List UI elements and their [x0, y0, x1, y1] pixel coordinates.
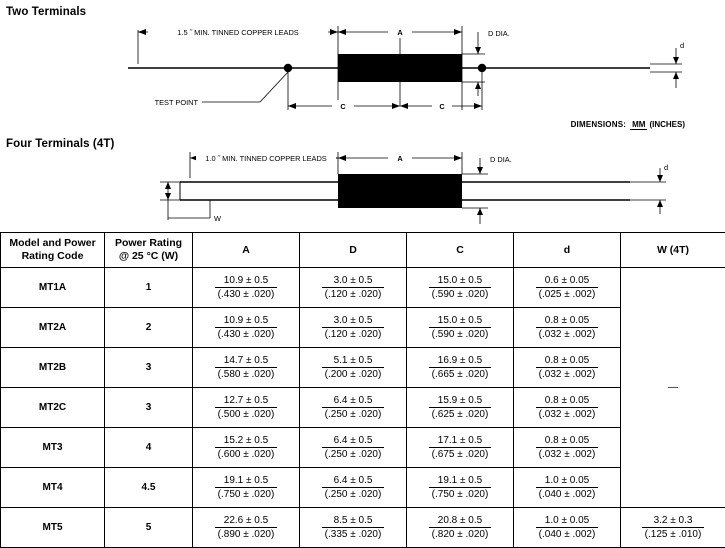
cell-d-small [514, 388, 621, 428]
cell-d [300, 388, 407, 428]
cell-power: 4 [105, 428, 193, 468]
cell-c [407, 268, 514, 308]
cell-dd-mm: 0.8 ± 0.05 [536, 354, 599, 368]
two-term-c-left-label: C [340, 102, 346, 111]
two-term-d-small-label: d [680, 41, 684, 50]
header-model-power-rating-code [1, 233, 105, 268]
cell-d-in: (.120 ± .020) [322, 288, 385, 301]
cell-c [407, 308, 514, 348]
two-terminals-title: Two Terminals [6, 6, 86, 18]
cell-d-in: (.250 ± .020) [322, 448, 385, 461]
cell-d-mm: 6.4 ± 0.5 [322, 434, 385, 448]
cell-d [300, 268, 407, 308]
cell-a-mm: 19.1 ± 0.5 [215, 474, 278, 488]
two-terminals-diagram [110, 18, 710, 118]
cell-a-in: (.430 ± .020) [215, 328, 278, 341]
cell-dd-in: (.032 ± .002) [536, 448, 599, 461]
cell-model: MT2C [1, 388, 105, 428]
cell-c-mm: 17.1 ± 0.5 [429, 434, 492, 448]
cell-dd-mm: 0.8 ± 0.05 [536, 434, 599, 448]
cell-w-dash: — [621, 268, 725, 508]
four-term-d-dia-label: D DIA. [490, 155, 512, 164]
cell-d-mm: 3.0 ± 0.5 [322, 274, 385, 288]
cell-d-small [514, 428, 621, 468]
cell-d-mm: 6.4 ± 0.5 [322, 394, 385, 408]
cell-model: MT1A [1, 268, 105, 308]
cell-dd-mm: 1.0 ± 0.05 [536, 474, 599, 488]
header-w-4t: W (4T) [621, 233, 725, 268]
header-a: A [193, 233, 300, 268]
cell-dd-in: (.032 ± .002) [536, 368, 599, 381]
cell-d-in: (.200 ± .020) [322, 368, 385, 381]
dimensions-fraction [630, 120, 687, 129]
cell-d-in: (.250 ± .020) [322, 488, 385, 501]
table-row [1, 388, 725, 428]
cell-dd-mm: 0.8 ± 0.05 [536, 314, 599, 328]
dimensions-denominator: (INCHES) [647, 120, 687, 129]
cell-dd-in: (.025 ± .002) [536, 288, 599, 301]
cell-d-mm: 6.4 ± 0.5 [322, 474, 385, 488]
cell-power: 4.5 [105, 468, 193, 508]
cell-w-mm: 3.2 ± 0.3 [642, 514, 705, 528]
cell-c-mm: 19.1 ± 0.5 [429, 474, 492, 488]
cell-dd-in: (.032 ± .002) [536, 408, 599, 421]
four-terminals-diagram [110, 152, 710, 232]
cell-model: MT4 [1, 468, 105, 508]
cell-a-in: (.890 ± .020) [215, 528, 278, 541]
cell-d [300, 308, 407, 348]
cell-dd-in: (.032 ± .002) [536, 328, 599, 341]
four-term-a-label: A [397, 154, 403, 163]
two-term-d-dia-label: D DIA. [488, 29, 510, 38]
cell-d [300, 428, 407, 468]
cell-c-in: (.590 ± .020) [429, 328, 492, 341]
cell-d-small [514, 308, 621, 348]
cell-power: 5 [105, 508, 193, 548]
cell-a-mm: 15.2 ± 0.5 [215, 434, 278, 448]
four-term-w-label: W [214, 214, 221, 223]
cell-a [193, 508, 300, 548]
two-term-c-right-label: C [439, 102, 445, 111]
cell-a-in: (.750 ± .020) [215, 488, 278, 501]
cell-a [193, 468, 300, 508]
header-c: C [407, 233, 514, 268]
cell-a-in: (.580 ± .020) [215, 368, 278, 381]
two-term-lead-label: 1.5 ˝ MIN. TINNED COPPER LEADS [177, 28, 298, 37]
dimensions-numerator: MM [630, 120, 647, 130]
cell-dd-mm: 1.0 ± 0.05 [536, 514, 599, 528]
cell-a-in: (.500 ± .020) [215, 408, 278, 421]
cell-w [621, 508, 725, 548]
cell-c-in: (.665 ± .020) [429, 368, 492, 381]
cell-c-in: (.625 ± .020) [429, 408, 492, 421]
cell-a-mm: 14.7 ± 0.5 [215, 354, 278, 368]
table-header-row [1, 233, 725, 268]
header-power-rating [105, 233, 193, 268]
table-row [1, 308, 725, 348]
cell-d-small [514, 268, 621, 308]
four-terminals-title: Four Terminals (4T) [6, 138, 114, 150]
header-power-line2: @ 25 °C (W) [105, 250, 192, 263]
cell-c [407, 388, 514, 428]
table-row [1, 268, 725, 308]
cell-a-mm: 10.9 ± 0.5 [215, 314, 278, 328]
cell-dd-in: (.040 ± .002) [536, 528, 599, 541]
four-term-lead-label: 1.0 ˝ MIN. TINNED COPPER LEADS [205, 154, 326, 163]
cell-a-in: (.430 ± .020) [215, 288, 278, 301]
table-row [1, 348, 725, 388]
cell-a [193, 428, 300, 468]
table-row [1, 428, 725, 468]
cell-d-in: (.250 ± .020) [322, 408, 385, 421]
cell-power: 1 [105, 268, 193, 308]
cell-dd-mm: 0.8 ± 0.05 [536, 394, 599, 408]
cell-model: MT5 [1, 508, 105, 548]
cell-d [300, 508, 407, 548]
cell-c-mm: 20.8 ± 0.5 [429, 514, 492, 528]
cell-dd-in: (.040 ± .002) [536, 488, 599, 501]
header-model-line2: Rating Code [1, 250, 104, 263]
cell-a [193, 268, 300, 308]
cell-c [407, 468, 514, 508]
cell-d-in: (.335 ± .020) [322, 528, 385, 541]
cell-power: 3 [105, 348, 193, 388]
two-term-a-label: A [397, 28, 403, 37]
cell-a [193, 308, 300, 348]
cell-c-mm: 15.0 ± 0.5 [429, 274, 492, 288]
four-term-d-small-label: d [664, 163, 668, 172]
dimensions-label: DIMENSIONS: [571, 120, 627, 129]
header-model-line1: Model and Power [1, 237, 104, 250]
cell-a-in: (.600 ± .020) [215, 448, 278, 461]
cell-model: MT2B [1, 348, 105, 388]
cell-d-in: (.120 ± .020) [322, 328, 385, 341]
cell-a-mm: 10.9 ± 0.5 [215, 274, 278, 288]
cell-a [193, 348, 300, 388]
cell-d-small [514, 508, 621, 548]
table-row [1, 468, 725, 508]
cell-d [300, 348, 407, 388]
cell-c-in: (.750 ± .020) [429, 488, 492, 501]
cell-a-mm: 12.7 ± 0.5 [215, 394, 278, 408]
cell-c-in: (.590 ± .020) [429, 288, 492, 301]
cell-c-mm: 16.9 ± 0.5 [429, 354, 492, 368]
cell-d-mm: 3.0 ± 0.5 [322, 314, 385, 328]
cell-model: MT2A [1, 308, 105, 348]
cell-model: MT3 [1, 428, 105, 468]
cell-a-mm: 22.6 ± 0.5 [215, 514, 278, 528]
specification-table [0, 232, 725, 548]
dimensions-note [571, 120, 687, 129]
cell-d [300, 468, 407, 508]
cell-d-small [514, 348, 621, 388]
cell-c-mm: 15.9 ± 0.5 [429, 394, 492, 408]
cell-power: 3 [105, 388, 193, 428]
header-d: D [300, 233, 407, 268]
cell-d-mm: 5.1 ± 0.5 [322, 354, 385, 368]
cell-d-small [514, 468, 621, 508]
cell-w-in: (.125 ± .010) [642, 528, 705, 541]
header-power-line1: Power Rating [105, 237, 192, 250]
cell-d-mm: 8.5 ± 0.5 [322, 514, 385, 528]
cell-c-in: (.675 ± .020) [429, 448, 492, 461]
table-row [1, 508, 725, 548]
header-d-small: d [514, 233, 621, 268]
two-term-test-point-label: TEST POINT [155, 98, 199, 107]
cell-c-mm: 15.0 ± 0.5 [429, 314, 492, 328]
cell-c [407, 428, 514, 468]
cell-c [407, 348, 514, 388]
cell-c [407, 508, 514, 548]
cell-c-in: (.820 ± .020) [429, 528, 492, 541]
cell-a [193, 388, 300, 428]
cell-dd-mm: 0.6 ± 0.05 [536, 274, 599, 288]
cell-power: 2 [105, 308, 193, 348]
